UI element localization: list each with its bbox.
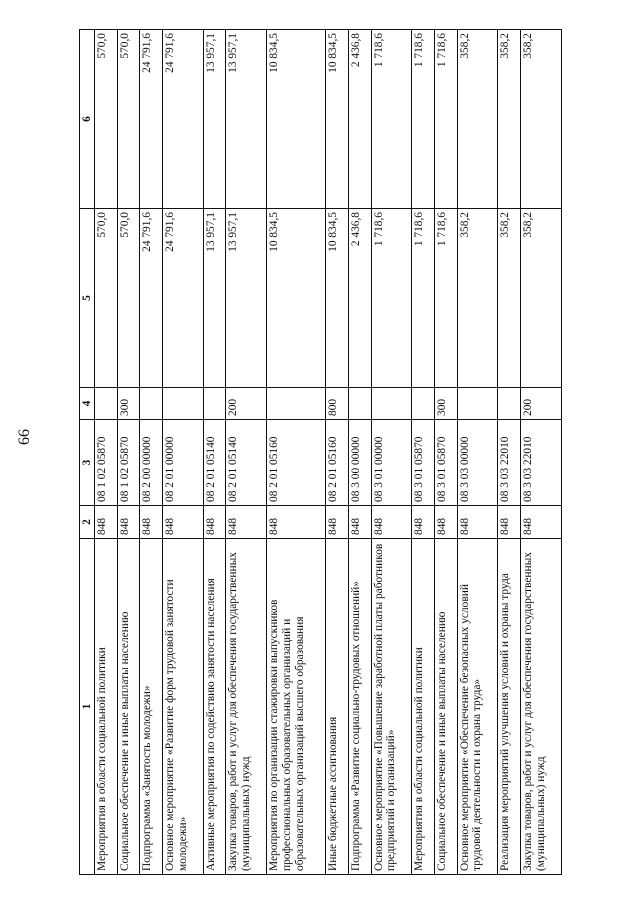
row-value5-cell: 10 834,5	[267, 209, 326, 388]
row-value6-cell: 10 834,5	[326, 30, 349, 209]
row-code-cell: 848	[498, 506, 521, 539]
row-kind-cell: 300	[435, 388, 458, 420]
row-value5-cell: 1 718,6	[371, 209, 412, 388]
row-target-cell: 08 3 03 22010	[521, 420, 562, 506]
header-col-5: 5	[80, 209, 95, 388]
row-value6-cell: 24 791,6	[162, 30, 203, 209]
table-row	[435, 30, 458, 875]
row-target-cell: 08 3 00 00000	[348, 420, 371, 506]
row-code-cell: 848	[117, 506, 140, 539]
row-kind-cell: 200	[521, 388, 562, 420]
row-code-cell: 848	[326, 506, 349, 539]
page-number: 66	[16, 429, 33, 445]
row-kind-cell: 300	[117, 388, 140, 420]
row-value6-cell: 358,2	[521, 30, 562, 209]
table-row	[457, 30, 498, 875]
table-row	[117, 30, 140, 875]
table-row	[203, 30, 226, 875]
table-row	[326, 30, 349, 875]
row-kind-cell	[140, 388, 163, 420]
row-value6-cell: 13 957,1	[203, 30, 226, 209]
row-value5-cell: 570,0	[117, 209, 140, 388]
header-col-2: 2	[80, 506, 95, 539]
row-value5-cell: 358,2	[521, 209, 562, 388]
row-name-cell: Подпрограмма «Занятость молодежи»	[140, 539, 163, 875]
row-name-cell: Реализация мероприятий улучшения условий и охраны труда	[498, 539, 521, 875]
row-name-cell: Подпрограмма «Развитие социально-трудовых отношений»	[348, 539, 371, 875]
row-value5-cell: 10 834,5	[326, 209, 349, 388]
row-value6-cell: 13 957,1	[226, 30, 267, 209]
row-target-cell: 08 2 01 05140	[203, 420, 226, 506]
header-col-4: 4	[80, 388, 95, 420]
row-kind-cell	[162, 388, 203, 420]
header-col-1: 1	[80, 539, 95, 875]
table-header	[80, 30, 95, 875]
row-value6-cell: 1 718,6	[412, 30, 435, 209]
row-target-cell: 08 1 02 05870	[95, 420, 118, 506]
row-code-cell: 848	[203, 506, 226, 539]
header-col-6: 6	[80, 30, 95, 209]
row-kind-cell	[412, 388, 435, 420]
row-value6-cell: 10 834,5	[267, 30, 326, 209]
row-name-cell: Мероприятия в области социальной политики	[412, 539, 435, 875]
row-code-cell: 848	[435, 506, 458, 539]
row-name-cell: Основное мероприятие «Развитие форм трудовой занятости молодежи»	[162, 539, 203, 875]
row-target-cell: 08 2 00 00000	[140, 420, 163, 506]
row-name-cell: Закупка товаров, работ и услуг для обеспечения государственных (муниципальных) нужд	[521, 539, 562, 875]
table-header-row	[80, 30, 95, 875]
row-code-cell: 848	[95, 506, 118, 539]
row-kind-cell	[203, 388, 226, 420]
row-target-cell: 08 3 01 05870	[435, 420, 458, 506]
row-target-cell: 08 2 01 05160	[267, 420, 326, 506]
row-target-cell: 08 2 01 05160	[326, 420, 349, 506]
row-value5-cell: 358,2	[457, 209, 498, 388]
row-value6-cell: 2 436,8	[348, 30, 371, 209]
row-value5-cell: 358,2	[498, 209, 521, 388]
table-row	[162, 30, 203, 875]
row-name-cell: Социальное обеспечение и иные выплаты населению	[117, 539, 140, 875]
table-row	[412, 30, 435, 875]
row-value5-cell: 570,0	[95, 209, 118, 388]
row-value6-cell: 570,0	[117, 30, 140, 209]
table-row	[226, 30, 267, 875]
table-row	[348, 30, 371, 875]
row-kind-cell: 200	[226, 388, 267, 420]
row-name-cell: Основное мероприятие «Повышение заработной платы работников предприятий и организаций»	[371, 539, 412, 875]
row-code-cell: 848	[457, 506, 498, 539]
row-kind-cell	[371, 388, 412, 420]
row-kind-cell	[498, 388, 521, 420]
row-code-cell: 848	[267, 506, 326, 539]
row-kind-cell	[95, 388, 118, 420]
row-code-cell: 848	[348, 506, 371, 539]
row-kind-cell	[348, 388, 371, 420]
row-value5-cell: 13 957,1	[203, 209, 226, 388]
header-col-3: 3	[80, 420, 95, 506]
table-row	[95, 30, 118, 875]
row-name-cell: Иные бюджетные ассигнования	[326, 539, 349, 875]
row-code-cell: 848	[140, 506, 163, 539]
table-row	[371, 30, 412, 875]
row-value5-cell: 1 718,6	[412, 209, 435, 388]
row-target-cell: 08 3 01 05870	[412, 420, 435, 506]
table-row	[498, 30, 521, 875]
row-target-cell: 08 3 01 00000	[371, 420, 412, 506]
row-value6-cell: 570,0	[95, 30, 118, 209]
budget-table	[79, 29, 562, 875]
row-value6-cell: 358,2	[457, 30, 498, 209]
table-row	[267, 30, 326, 875]
row-target-cell: 08 2 01 05140	[226, 420, 267, 506]
row-kind-cell	[457, 388, 498, 420]
row-value6-cell: 1 718,6	[435, 30, 458, 209]
table-body	[95, 30, 562, 875]
row-kind-cell	[267, 388, 326, 420]
row-target-cell: 08 3 03 22010	[498, 420, 521, 506]
row-code-cell: 848	[521, 506, 562, 539]
row-code-cell: 848	[162, 506, 203, 539]
row-value5-cell: 24 791,6	[140, 209, 163, 388]
row-target-cell: 08 2 01 00000	[162, 420, 203, 506]
row-code-cell: 848	[226, 506, 267, 539]
row-kind-cell: 800	[326, 388, 349, 420]
row-name-cell: Мероприятия по организации стажировки выпускников профессиональных образовательных организаций и образовательных организаций высшего образования	[267, 539, 326, 875]
row-value5-cell: 2 436,8	[348, 209, 371, 388]
row-code-cell: 848	[371, 506, 412, 539]
row-name-cell: Мероприятия в области социальной политики	[95, 539, 118, 875]
table-row	[521, 30, 562, 875]
row-value6-cell: 24 791,6	[140, 30, 163, 209]
row-code-cell: 848	[412, 506, 435, 539]
row-target-cell: 08 1 02 05870	[117, 420, 140, 506]
row-name-cell: Основное мероприятие «Обеспечение безопасных условий трудовой деятельности и охрана труда»	[457, 539, 498, 875]
row-value6-cell: 1 718,6	[371, 30, 412, 209]
table-row	[140, 30, 163, 875]
row-value5-cell: 24 791,6	[162, 209, 203, 388]
row-value5-cell: 13 957,1	[226, 209, 267, 388]
row-name-cell: Социальное обеспечение и иные выплаты населению	[435, 539, 458, 875]
row-value5-cell: 1 718,6	[435, 209, 458, 388]
row-name-cell: Закупка товаров, работ и услуг для обеспечения государственных (муниципальных) нужд	[226, 539, 267, 875]
row-value6-cell: 358,2	[498, 30, 521, 209]
row-name-cell: Активные мероприятия по содействию занятости населения	[203, 539, 226, 875]
budget-table-container	[79, 30, 562, 875]
row-target-cell: 08 3 03 00000	[457, 420, 498, 506]
